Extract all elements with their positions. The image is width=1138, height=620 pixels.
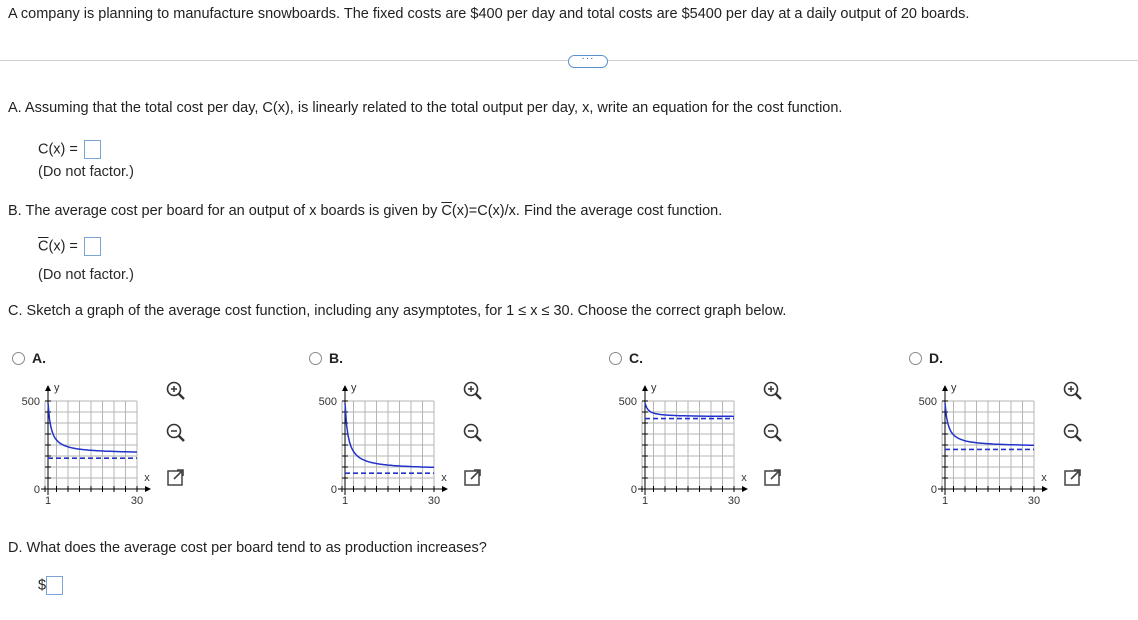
option-b-popout-icon[interactable] bbox=[462, 466, 484, 488]
x-tick-label-1: 1 bbox=[341, 495, 349, 507]
option-a-zoom-out-icon[interactable] bbox=[165, 422, 187, 444]
option-b-zoom-out-icon[interactable] bbox=[462, 422, 484, 444]
x-axis-arrow bbox=[145, 486, 151, 492]
option-b-radio[interactable] bbox=[309, 352, 322, 365]
x-axis-label: x bbox=[741, 472, 747, 484]
option-c-popout-icon[interactable] bbox=[762, 466, 784, 488]
magnifier-handle bbox=[476, 436, 482, 442]
x-axis-arrow bbox=[742, 486, 748, 492]
magnifier-handle bbox=[1076, 394, 1082, 400]
y-tick-label-0: 0 bbox=[930, 484, 937, 496]
x-tick-label-30: 30 bbox=[427, 495, 441, 507]
part-a-answer-row bbox=[38, 140, 101, 159]
option-b-plot bbox=[319, 382, 448, 507]
y-tick-label-0: 0 bbox=[630, 484, 637, 496]
y-tick-label-500: 500 bbox=[918, 396, 937, 408]
part-b-label-c: $\overline{C}$ bbox=[38, 238, 49, 255]
average-cost-curve bbox=[645, 403, 734, 416]
magnifier-handle bbox=[776, 436, 782, 442]
part-a-hint: (Do not factor.) bbox=[38, 164, 134, 180]
part-b-question bbox=[8, 203, 722, 219]
magnifier-handle bbox=[1076, 436, 1082, 442]
option-c-zoom-out-icon[interactable] bbox=[762, 422, 784, 444]
option-d-radio[interactable] bbox=[909, 352, 922, 365]
option-a-zoom-in-icon[interactable] bbox=[165, 380, 187, 402]
part-d-answer-input[interactable] bbox=[46, 576, 63, 595]
y-tick-label-500: 500 bbox=[618, 396, 637, 408]
part-b-answer-input[interactable] bbox=[84, 237, 101, 256]
x-tick-label-30: 30 bbox=[727, 495, 741, 507]
y-axis-label: y bbox=[651, 382, 657, 394]
y-axis-label: y bbox=[351, 382, 357, 394]
option-d-popout-icon[interactable] bbox=[1062, 466, 1084, 488]
x-tick-label-1: 1 bbox=[641, 495, 649, 507]
option-b-label: B. bbox=[329, 350, 343, 366]
part-b-question-cbar: $\overline{C}$ bbox=[441, 203, 452, 219]
part-d-question: D. What does the average cost per board tend to as production increases? bbox=[8, 540, 487, 556]
y-tick-label-0: 0 bbox=[330, 484, 337, 496]
part-c-question: C. Sketch a graph of the average cost function, including any asymptotes, for 1 ≤ x ≤ 30. Choose the correct graph below. bbox=[8, 303, 787, 319]
option-c-plot bbox=[619, 382, 748, 507]
option-d-label: D. bbox=[929, 350, 943, 366]
part-a-label: C(x) = bbox=[38, 141, 78, 158]
option-a-radio[interactable] bbox=[12, 352, 25, 365]
option-d-zoom-out-icon[interactable] bbox=[1062, 422, 1084, 444]
x-axis-arrow bbox=[1042, 486, 1048, 492]
x-axis-label: x bbox=[1041, 472, 1047, 484]
x-tick-label-30: 30 bbox=[130, 495, 144, 507]
option-d-zoom-in-icon[interactable] bbox=[1062, 380, 1084, 402]
x-tick-label-1: 1 bbox=[44, 495, 52, 507]
option-c-zoom-in-icon[interactable] bbox=[762, 380, 784, 402]
option-a-popout-icon[interactable] bbox=[165, 466, 187, 488]
x-tick-label-30: 30 bbox=[1027, 495, 1041, 507]
part-a-question: A. Assuming that the total cost per day, C(x), is linearly related to the total output per day, x, write an equation for the cost function. bbox=[8, 100, 843, 116]
x-axis-label: x bbox=[144, 472, 150, 484]
option-a-plot bbox=[22, 382, 151, 507]
option-d-plot bbox=[919, 382, 1048, 507]
part-b-answer-row bbox=[38, 237, 101, 256]
y-tick-label-500: 500 bbox=[21, 396, 40, 408]
y-tick-label-500: 500 bbox=[318, 396, 337, 408]
magnifier-handle bbox=[776, 394, 782, 400]
x-axis-label: x bbox=[441, 472, 447, 484]
option-b-graph[interactable] bbox=[305, 373, 455, 513]
y-axis-label: y bbox=[951, 382, 957, 394]
option-c-radio[interactable] bbox=[609, 352, 622, 365]
part-a-answer-input[interactable] bbox=[84, 140, 101, 159]
magnifier-handle bbox=[179, 436, 185, 442]
y-tick-label-0: 0 bbox=[33, 484, 40, 496]
average-cost-curve bbox=[945, 403, 1034, 445]
y-axis-arrow bbox=[642, 385, 648, 391]
part-b-hint: (Do not factor.) bbox=[38, 267, 134, 283]
magnifier-handle bbox=[476, 394, 482, 400]
option-b-zoom-in-icon[interactable] bbox=[462, 380, 484, 402]
x-axis-arrow bbox=[442, 486, 448, 492]
option-c-graph[interactable] bbox=[605, 373, 755, 513]
part-b-question-pre: B. The average cost per board for an output of x boards is given by bbox=[8, 203, 442, 219]
option-a-label: A. bbox=[32, 350, 46, 366]
option-d-graph[interactable] bbox=[905, 373, 1055, 513]
y-axis-arrow bbox=[342, 385, 348, 391]
part-d-prefix: $ bbox=[38, 577, 47, 594]
magnifier-handle bbox=[179, 394, 185, 400]
option-a-graph[interactable] bbox=[8, 373, 158, 513]
option-c-label: C. bbox=[629, 350, 643, 366]
part-d-answer-row bbox=[38, 576, 63, 595]
average-cost-curve bbox=[345, 403, 434, 467]
y-axis-arrow bbox=[45, 385, 51, 391]
part-b-question-post: (x)=C(x)/x. Find the average cost function. bbox=[451, 203, 723, 219]
y-axis-label: y bbox=[54, 382, 60, 394]
problem-statement: A company is planning to manufacture snowboards. The fixed costs are $400 per day and total costs are $5400 per day at a daily output of 20 boards. bbox=[8, 6, 970, 22]
y-axis-arrow bbox=[942, 385, 948, 391]
more-button[interactable]: ··· bbox=[568, 55, 608, 68]
x-tick-label-1: 1 bbox=[941, 495, 949, 507]
part-b-label-rest: (x) = bbox=[48, 238, 78, 255]
